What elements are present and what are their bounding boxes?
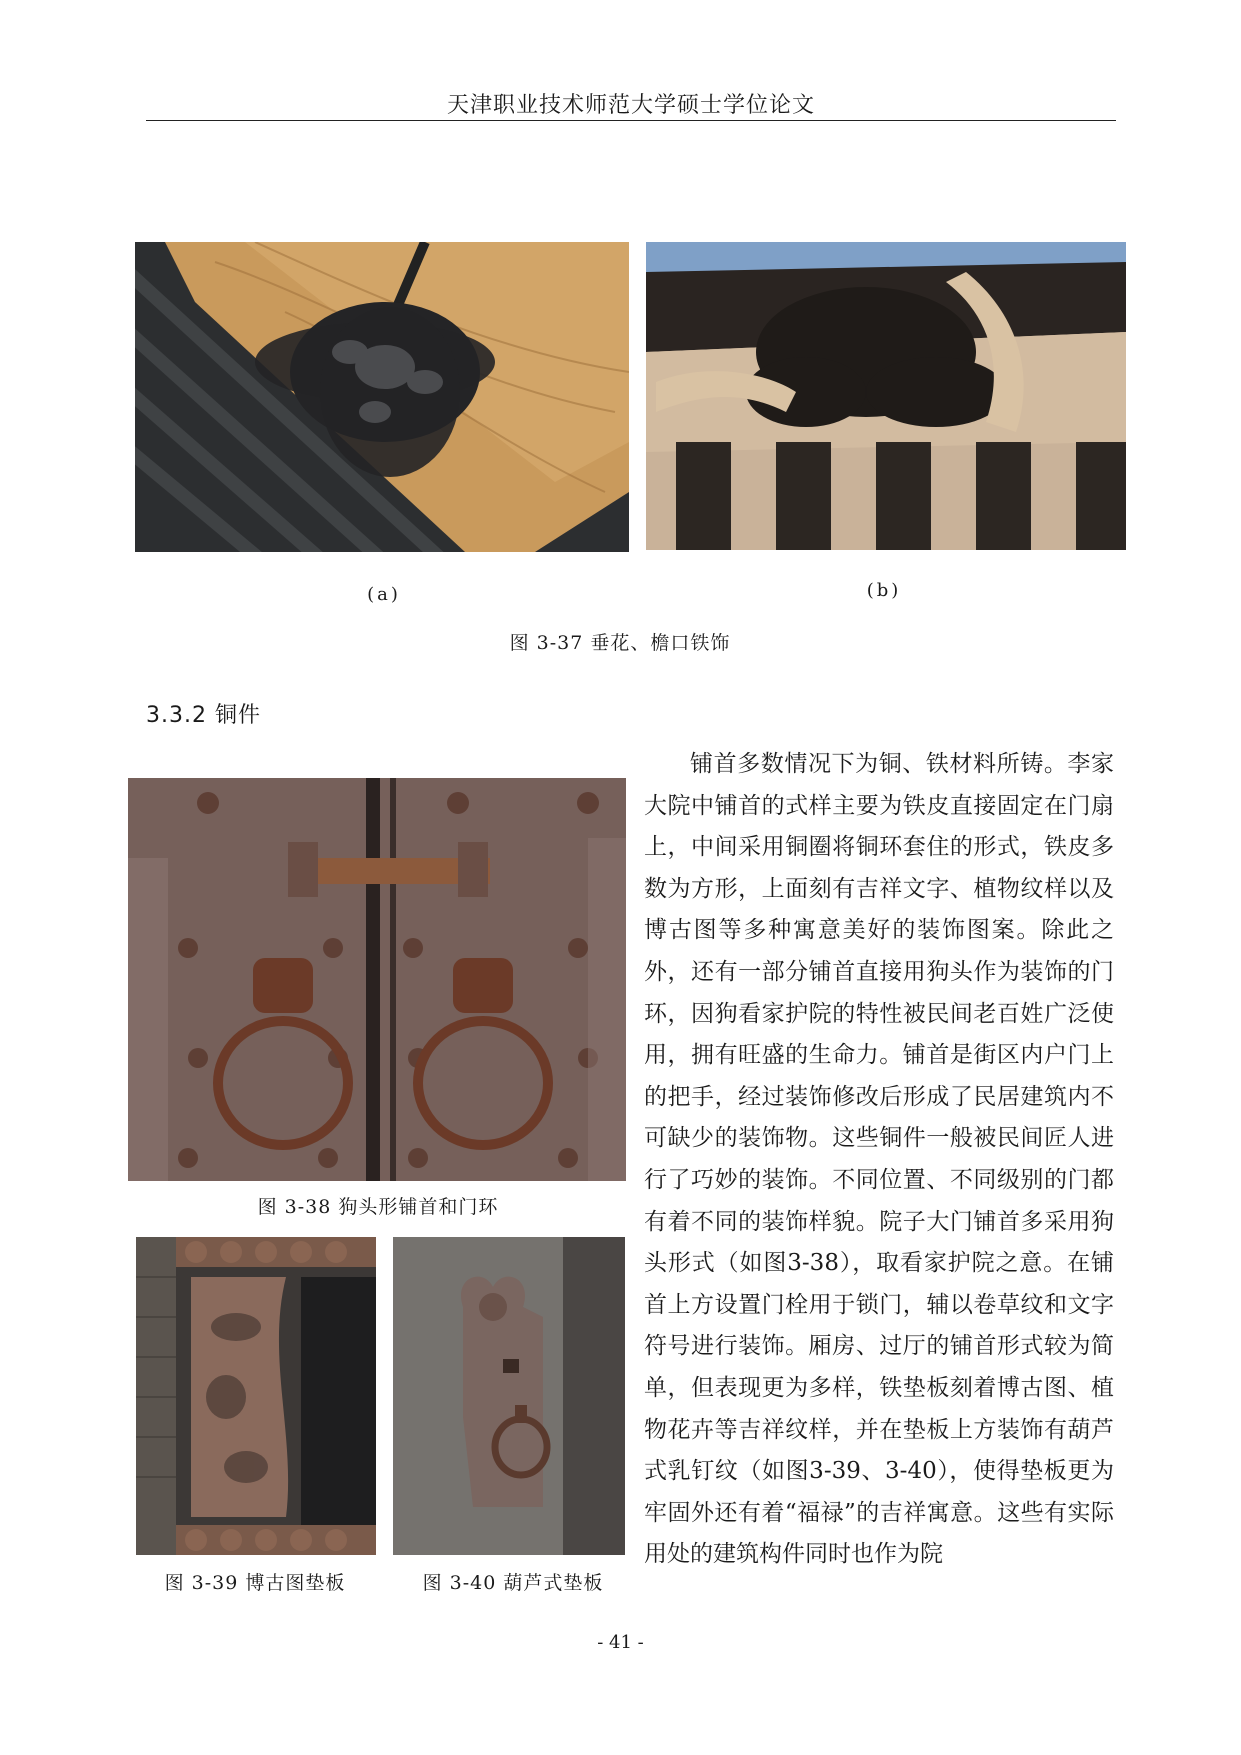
figure-3-38-caption: 图 3-38 狗头形铺首和门环 (257, 1196, 499, 1218)
figure-3-37-subcaption-a: (a) (367, 584, 401, 605)
photo-hanging-flower-ironwork (135, 242, 629, 552)
photo-bogu-pattern-plate (136, 1237, 376, 1555)
section-heading: 3.3.2 铜件 (146, 703, 261, 728)
photo-dog-head-door-knocker (128, 778, 626, 1181)
figure-3-37-subcaption-b: (b) (866, 580, 902, 601)
figure-3-37-caption: 图 3-37 垂花、檐口铁饰 (509, 632, 731, 654)
figure-3-40-caption: 图 3-40 葫芦式垫板 (422, 1572, 604, 1594)
figure-3-39-caption: 图 3-39 博古图垫板 (164, 1572, 346, 1594)
page-number: - 41 - (597, 1632, 644, 1653)
photo-eave-ironwork (646, 242, 1126, 550)
body-paragraph: 铺首多数情况下为铜、铁材料所铸。李家大院中铺首的式样主要为铁皮直接固定在门扇上，中间采用铜圈将铜环套住的形式，铁皮多数为方形，上面刻有吉祥文字、植物纹样以及博古图等多种寓意美好的装饰图案。除此之外，还有一部分铺首直接用狗头作为装饰的门环，因狗看家护院的特性被民间老百姓广泛使用，拥有旺盛的生命力。铺首是街区内户门上的把手，经过装饰修改后形成了民居建筑内不可缺少的装饰物。这些铜件一般被民间匠人进行了巧妙的装饰。不同位置、不同级别的门都有着不同的装饰样貌。院子大门铺首多采用狗头形式（如图3-38），取看家护院之意。在铺首上方设置门栓用于锁门，辅以卷草纹和文字符号进行装饰。厢房、过厅的铺首形式较为简单，但表现更为多样，铁垫板刻着博古图、植物花卉等吉祥纹样，并在垫板上方装饰有葫芦式乳钉纹（如图3-39、3-40），使得垫板更为牢固外还有着“福禄”的吉祥寓意。这些有实际用处的建筑构件同时也作为院 (644, 751, 1114, 1568)
photo-gourd-shaped-plate (393, 1237, 625, 1555)
header-rule (146, 120, 1116, 121)
running-header: 天津职业技术师范大学硕士学位论文 (446, 93, 815, 118)
